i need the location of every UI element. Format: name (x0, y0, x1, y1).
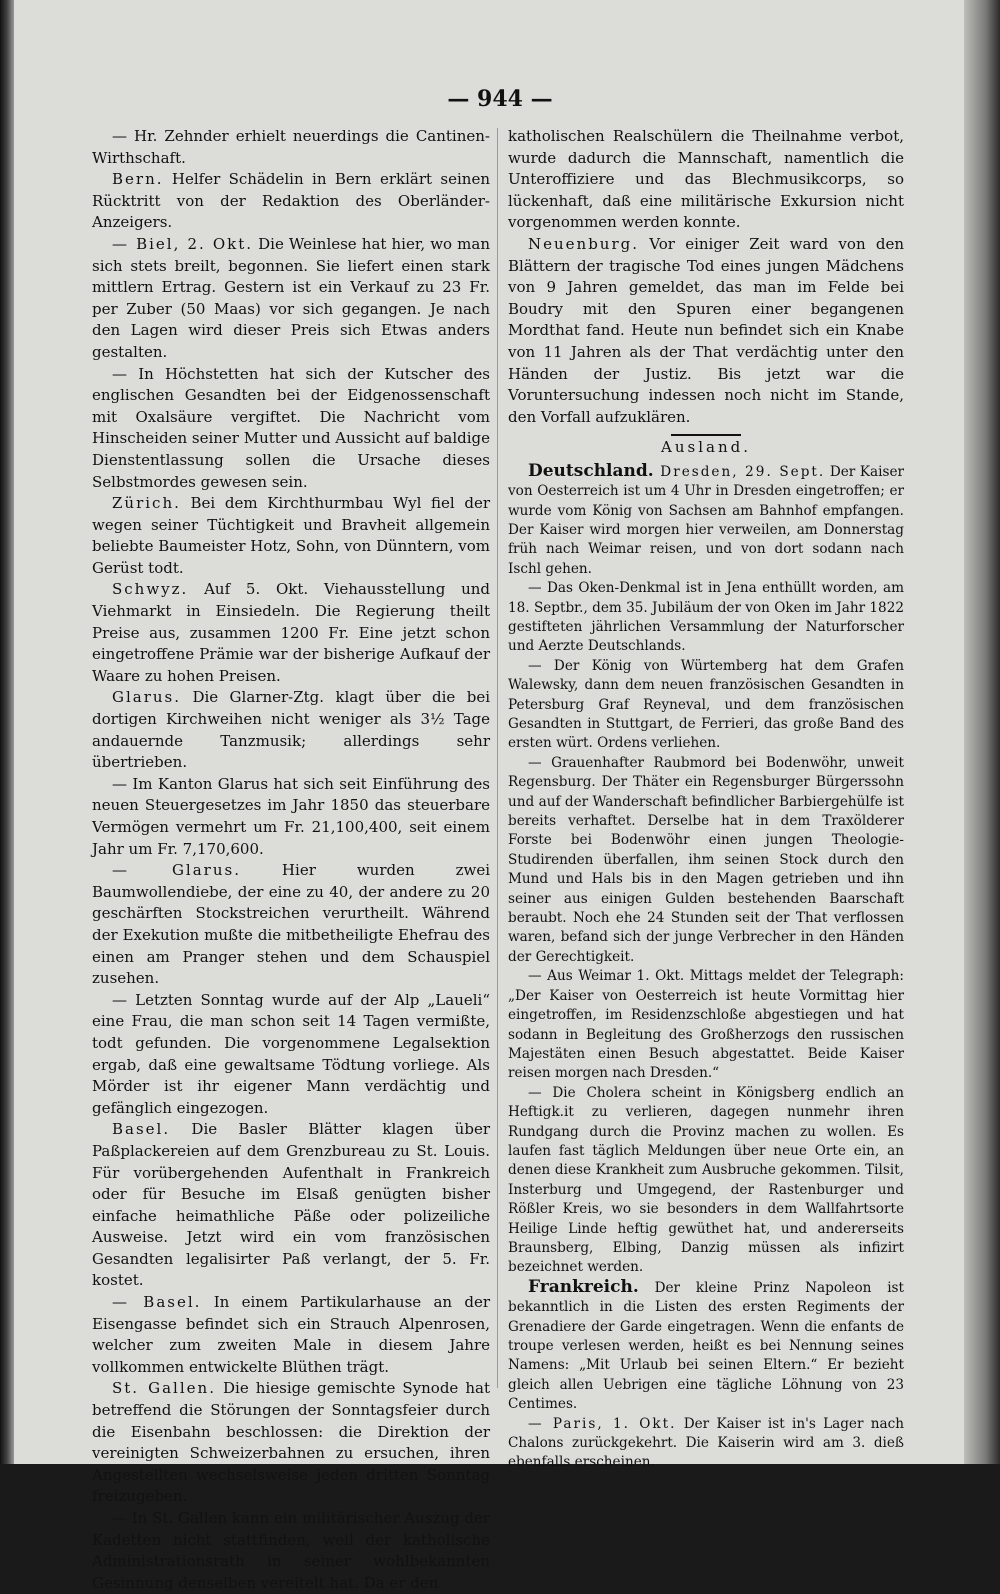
page-edge-left (0, 0, 14, 1464)
article-paragraph (92, 1292, 490, 1378)
article-paragraph (92, 234, 490, 364)
right-column-lead (508, 126, 904, 428)
article-text: — Der König von Würtemberg hat dem Grafen Walewsky, dann dem neuen französischen Gesandten in Petersburg Graf Reyneval, und dem französischen Gesandten in Stuttgart, de Ferrieri, das große Band des ersten würt. Ordens verliehen. (508, 657, 904, 752)
place-dateline: Neuenburg. (528, 234, 640, 253)
place-dateline: Schwyz. (112, 580, 189, 599)
article-text: — Hr. Zehnder erhielt neuerdings die Cantinen-Wirthschaft. (92, 127, 490, 167)
right-column-articles (508, 462, 904, 1473)
right-column (508, 126, 904, 1473)
article-paragraph (508, 462, 904, 579)
article-paragraph (92, 1508, 490, 1594)
section-title: Ausland. (661, 438, 751, 457)
article-paragraph (508, 1415, 904, 1473)
place-dateline: Basel. (112, 1120, 171, 1139)
article-paragraph (92, 774, 490, 860)
article-paragraph (508, 1278, 904, 1415)
article-paragraph (92, 860, 490, 990)
article-text: — Im Kanton Glarus hat sich seit Einführung des neuen Steuergesetzes im Jahr 1850 das steuerbare Vermögen vermehrt um Fr. 21,100,400, seit einem Jahr um Fr. 7,170,600. (92, 774, 490, 858)
section-rule (671, 434, 741, 436)
article-text: Die Weinlese hat hier, wo man sich stets breilt, begonnen. Sie liefert einen stark mittlern Ertrag. Gestern ist ein Verkauf zu 23 Fr. per Zuber (50 Maas) vor sich gegangen. Je nach den Lagen wird dieser Preis sich Etwas anders gestalten. (92, 234, 490, 361)
article-paragraph (508, 1084, 904, 1278)
country-heading: Frankreich. (528, 1276, 639, 1297)
article-text: — In Höchstetten hat sich der Kutscher des englischen Gesandten bei der Eidgenossenschaft mit Oxalsäure vergiftet. Die Nachricht vom Hinscheiden seiner Mutter und Aussicht auf baldige Dienstentlassung sollen die Ursache dieses Selbstmordes gewesen sein. (92, 364, 490, 491)
page-number: — 944 — (447, 86, 553, 112)
article-text: Die Basler Blätter klagen über Paßplackereien auf dem Grenzbureau zu St. Louis. Für vorübergehenden Aufenthalt in Frankreich oder für Besuche im Elsaß genügten bisher einfache heimathliche Päße oder polizeiliche Ausweise. Jetzt wird ein vom französischen Gesandten legalisirter Paß verlangt, der 5. Fr. kostet. (92, 1120, 490, 1290)
place-dateline: Dresden, 29. Sept. (653, 463, 826, 480)
article-text: Hier wurden zwei Baumwollendiebe, der eine zu 40, der andere zu 20 geschärften Stockstreichen verurtheilt. Während der Exekution mußte die mitbetheiligte Ehefrau des einen am Pranger stehen und dem Schauspiel zusehen. (92, 861, 490, 988)
article-text: — Letzten Sonntag wurde auf der Alp „Laueli“ eine Frau, die man schon seit 14 Tagen vermißte, todt gefunden. Die vorgenommene Legalsektion ergab, daß eine gewaltsame Tödtung vorliege. Als Mörder ist ihr eigener Mann verdächtig und gefänglich eingezogen. (92, 990, 490, 1117)
article-text: Die hiesige gemischte Synode hat betreffend die Störungen der Sonntagsfeier durch die Eisenbahn beschlossen: die Direktion der vereinigten Schweizerbahnen zu ersuchen, ihren Angestellten wechselsweise jeden dritten Sonntag freizugeben. (92, 1379, 490, 1506)
article-text: Helfer Schädelin in Bern erklärt seinen Rücktritt von der Redaktion des Oberländer-Anzeigers. (92, 170, 490, 232)
place-dateline: — Biel, 2. Okt. (112, 234, 254, 253)
article-text: Der Kaiser von Oesterreich ist um 4 Uhr in Dresden eingetroffen; er wurde vom König von Sachsen am Bahnhof empfangen. Der Kaiser wird morgen hier verweilen, am Donnerstag früh nach Weimar reisen, und von dort sodann nach Ischl gehen. (508, 463, 904, 577)
article-text: — In St. Gallen kann ein militärischer Auszug der Kadetten nicht stattfinden, weil der katholische Administrationsrath in seiner wohlbekannten Gesinnung denselben vereitelt hat. Da er den (92, 1509, 490, 1592)
article-paragraph (508, 234, 904, 428)
article-paragraph (508, 579, 904, 657)
country-heading: Deutschland. (528, 460, 654, 481)
place-dateline: — Glarus. (112, 861, 241, 880)
article-text: Bei dem Kirchthurmbau Wyl fiel der wegen seiner Tüchtigkeit und Bravheit allgemein beliebte Baumeister Hotz, Sohn, von Dünntern, vom Gerüst todt. (92, 494, 490, 577)
article-paragraph (92, 493, 490, 579)
article-paragraph (92, 990, 490, 1120)
article-paragraph (92, 687, 490, 773)
column-divider (497, 128, 498, 1388)
article-paragraph (92, 579, 490, 687)
article-text: Der kleine Prinz Napoleon ist bekanntlich in die Listen des ersten Regiments der Grenadiere der Garde eingetragen. Wenn die enfants de troupe verlesen werden, heißt es bei Nennung seines Namens: „Mit Urlaub bei seinen Eltern.“ Er bezieht gleich allen Uebrigen eine tägliche Löhnung von 23 Centimes. (508, 1279, 904, 1413)
article-text: Vor einiger Zeit ward von den Blättern der tragische Tod eines jungen Mädchens von 9 Jahren gemeldet, das man im Felde bei Boudry mit den Spuren einer begangenen Mordthat fand. Heute nun befindet sich ein Knabe von 11 Jahren als der That verdächtig unter den Händen der Justiz. Bis jetzt war die Voruntersuchung indessen noch nicht im Stande, den Vorfall aufzuklären. (508, 234, 904, 426)
article-text: — Das Oken-Denkmal ist in Jena enthüllt worden, am 18. Septbr., dem 35. Jubiläum der von Oken im Jahr 1822 gestifteten jährlichen Versammlung der Naturforscher und Aerzte Deutschlands. (508, 580, 904, 655)
article-paragraph (92, 364, 490, 494)
place-dateline: Glarus. (112, 688, 182, 707)
article-text: — Die Cholera scheint in Königsberg endlich an Heftigk.it zu verlieren, dagegen nunmehr ihren Rundgang durch die Provinz machen zu wollen. Es laufen fast täglich Meldungen über neue Orte ein, an denen diese Krankheit zum Ausbruche gekommen. Tilsit, Insterburg und Umgegend, der Rastenburger und Rößler Kreis, wo sie besonders in dem Wallfahrtsorte Heilige Linde heftig gewüthet hat, und andererseits Braunsberg, Elbing, Danzig müssen als infizirt bezeichnet werden. (508, 1084, 904, 1276)
place-dateline: Bern. (112, 170, 164, 189)
article-text: katholischen Realschülern die Theilnahme verbot, wurde dadurch die Mannschaft, namentlich die Unteroffiziere und das Blechmusikcorps, so lückenhaft, daß eine militärische Exkursion nicht vorgenommen werden konnte. (508, 127, 904, 232)
article-text: — Grauenhafter Raubmord bei Bodenwöhr, unweit Regensburg. Der Thäter ein Regensburger Bürgerssohn und auf der Wanderschaft befindlicher Barbiergehülfe ist bereits verhaftet. Derselbe hat in dem Traxölderer Forste bei Bodenwöhr einen jungen Theologie-Studirenden überfallen, ihm seinen Stock durch den Mund und Hals bis in den Magen getrieben und ihn seiner aus einigen Gulden bestehenden Baarschaft beraubt. Noch ehe 24 Stunden seit der That verflossen waren, befand sich der junge Verbrecher in den Händen der Gerechtigkeit. (508, 754, 904, 965)
article-paragraph (92, 126, 490, 169)
article-paragraph (508, 967, 904, 1083)
article-text: Auf 5. Okt. Viehausstellung und Viehmarkt in Einsiedeln. Die Regierung theilt Preise aus, zusammen 1200 Fr. Eine jetzt schon eingetroffene Prämie war der bisherige Aufkauf der Waare zu hohen Preisen. (92, 580, 490, 685)
place-dateline: St. Gallen. (112, 1379, 216, 1398)
article-paragraph (508, 126, 904, 234)
article-paragraph (508, 657, 904, 754)
article-text: Der Kaiser ist in's Lager nach Chalons zurückgekehrt. Die Kaiserin wird am 3. dieß ebenfalls erscheinen. (508, 1415, 904, 1471)
article-paragraph (508, 754, 904, 967)
place-dateline: Zürich. (112, 494, 181, 513)
page-edge-right (964, 0, 1000, 1464)
article-text: Die Glarner-Ztg. klagt über die bei dortigen Kirchweihen nicht weniger als 3½ Tage andauernde Tanzmusik; allerdings sehr übertrieben. (92, 688, 490, 772)
article-text: In einem Partikularhause an der Eisengasse befindet sich ein Strauch Alpenrosen, welcher zum zweiten Male in diesem Jahre vollkommen entwickelte Blüthen trägt. (92, 1293, 490, 1376)
article-paragraph (92, 1378, 490, 1508)
article-paragraph (92, 1119, 490, 1292)
left-column (92, 126, 490, 1594)
place-dateline: — Basel. (112, 1293, 202, 1312)
place-dateline: — Paris, 1. Okt. (528, 1415, 677, 1432)
article-paragraph (92, 169, 490, 234)
article-text: — Aus Weimar 1. Okt. Mittags meldet der Telegraph: „Der Kaiser von Oesterreich ist heute Vormittag hier eingetroffen, im Residenzschloße abgestiegen und hat sodann in Begleitung des Großherzogs den russischen Majestäten einen Besuch abgestattet. Beide Kaiser reisen morgen nach Dresden.“ (508, 968, 904, 1082)
